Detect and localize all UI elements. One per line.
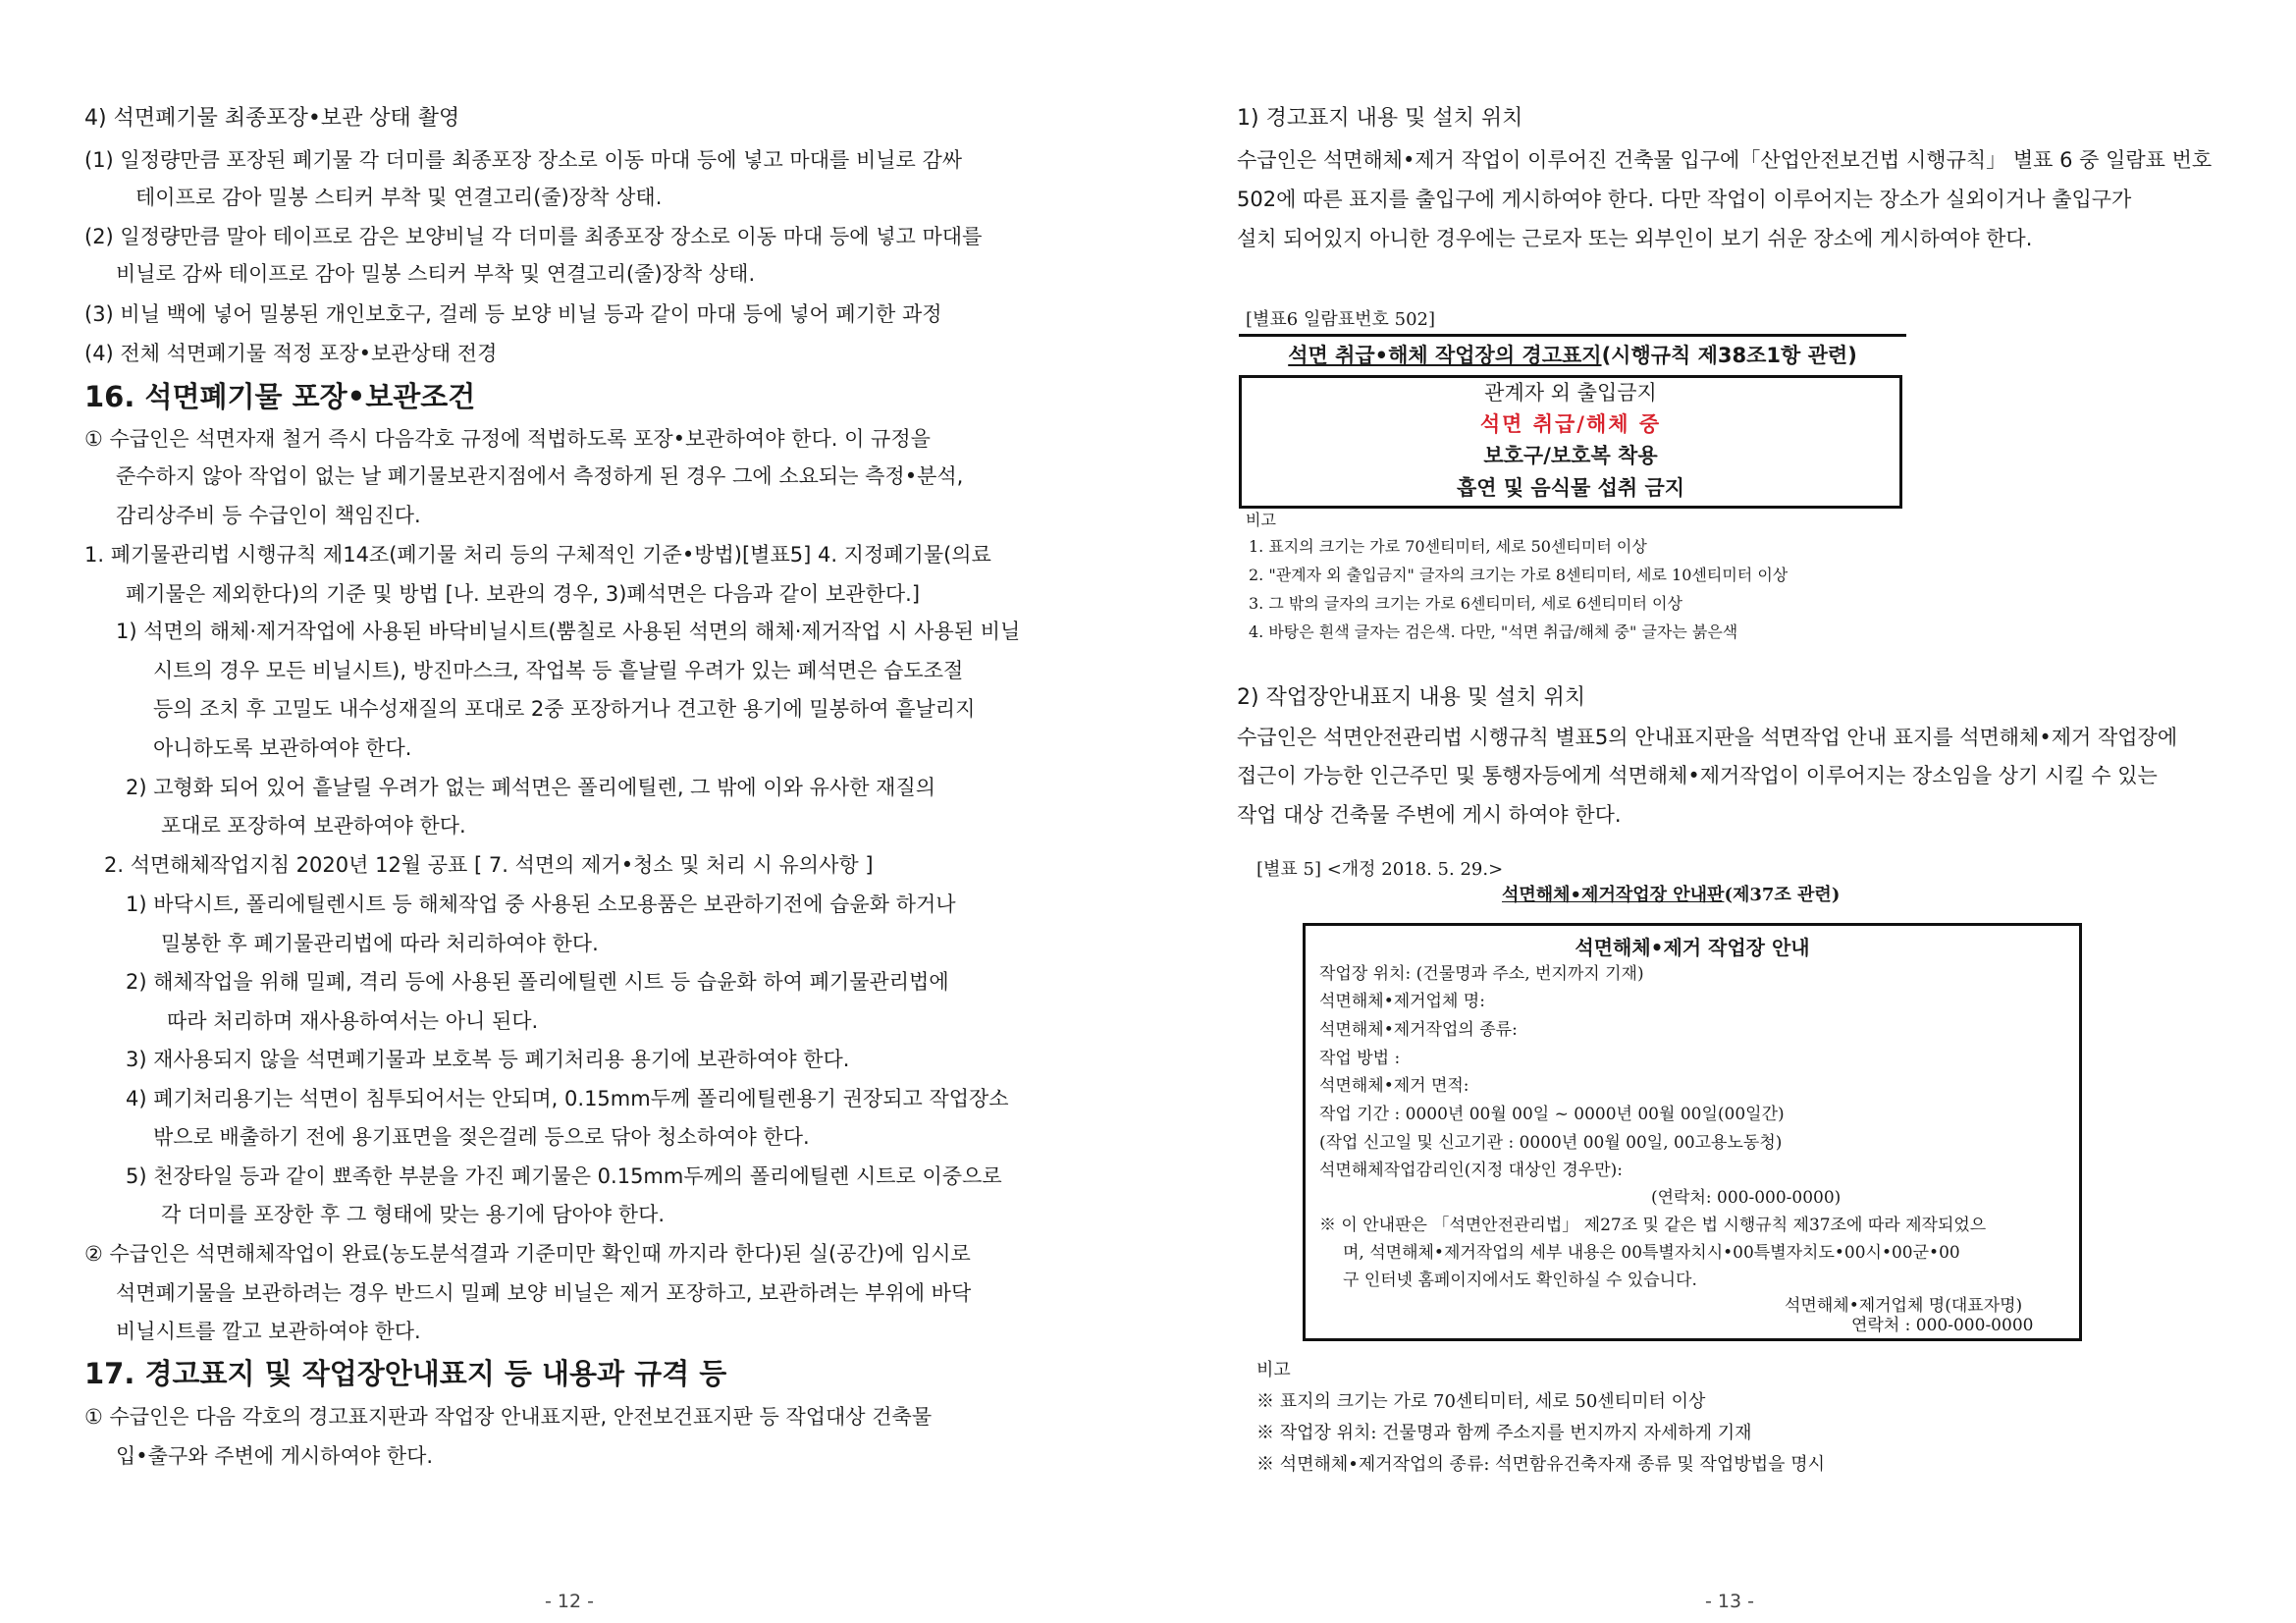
sec16-line: 각 더미를 포장한 후 그 형태에 맞는 용기에 담아야 한다. [161, 1203, 666, 1226]
sign2-note: ※ 표지의 크기는 가로 70센티미터, 세로 50센티미터 이상 [1256, 1391, 1706, 1412]
sign1-ref: [별표6 일람표번호 502] [1246, 309, 1436, 330]
sign2-field: 석면해체•제거작업의 종류: [1319, 1020, 1518, 1040]
sec16-line: 준수하지 않아 작업이 없는 날 폐기물보관지점에서 측정하게 된 경우 그에 소요되는 측정•분석, [116, 464, 964, 488]
warning-sign [1239, 375, 1902, 509]
sign2-field: 작업 기간 : 0000년 00월 00일 ~ 0000년 00월 00일(00일간) [1319, 1105, 1785, 1124]
r2-line: 수급인은 석면안전관리법 시행규칙 별표5의 안내표지판을 석면작업 안내 표지를 석면해체•제거 작업장에 [1237, 726, 2178, 749]
r2-line: 접근이 가능한 인근주민 및 통행자등에게 석면해체•제거작업이 이루어지는 장소임을 상기 시킬 수 있는 [1237, 764, 2158, 787]
sec16-line: 5) 천장타일 등과 같이 뾰족한 부분을 가진 폐기물은 0.15mm두께의 폴리에틸렌 시트로 이중으로 [126, 1164, 1002, 1188]
sec16-line: 2) 해체작업을 위해 밀폐, 격리 등에 사용된 폴리에틸렌 시트 등 습윤화 하여 폐기물관리법에 [126, 970, 949, 994]
sec4-item: 테이프로 감아 밀봉 스티커 부착 및 연결고리(줄)장착 상태. [135, 186, 663, 209]
sec16-line: 2) 고형화 되어 있어 흩날릴 우려가 없는 폐석면은 폴리에틸렌, 그 밖에 이와 유사한 재질의 [126, 776, 936, 799]
sign2-ref: [별표 5] <개정 2018. 5. 29.> [1256, 859, 1504, 880]
r1-line: 수급인은 석면해체•제거 작업이 이루어진 건축물 입구에「산업안전보건법 시행규칙」 별표 6 중 일람표 번호 [1237, 148, 2213, 172]
sec16-line: ② 수급인은 석면해체작업이 완료(농도분석결과 기준미만 확인때 까지라 한다)된 실(공간)에 임시로 [84, 1242, 971, 1266]
sec4-item: (4) 전체 석면폐기물 적정 포장•보관상태 전경 [84, 342, 498, 365]
sign1-line: 흡연 및 음식물 섭취 금지 [1456, 476, 1685, 500]
sign2-notice: 구 인터넷 홈페이지에서도 확인하실 수 있습니다. [1343, 1271, 1697, 1290]
sec16-line: 4) 폐기처리용기는 석면이 침투되어서는 안되며, 0.15mm두께 폴리에틸렌용기 권장되고 작업장소 [126, 1087, 1009, 1110]
r1-line: 502에 따른 표지를 출입구에 게시하여야 한다. 다만 작업이 이루어지는 장소가 실외이거나 출입구가 [1237, 188, 2132, 211]
sec16-line: 석면폐기물을 보관하려는 경우 반드시 밀폐 보양 비닐은 제거 포장하고, 보관하려는 부위에 바닥 [116, 1281, 972, 1305]
sec16-line: 밀봉한 후 폐기물관리법에 따라 처리하여야 한다. [161, 932, 599, 955]
r2-line: 작업 대상 건축물 주변에 게시 하여야 한다. [1237, 803, 1622, 827]
sec17-line: 입•출구와 주변에 게시하여야 한다. [116, 1444, 434, 1468]
sign2-contact: (연락처: 000-000-0000) [1651, 1188, 1842, 1208]
sec16-line: 시트의 경우 모든 비닐시트), 방진마스크, 작업복 등 흩날릴 우려가 있는 폐석면은 습도조절 [153, 659, 964, 682]
sign2-notice: ※ 이 안내판은 「석면안전관리법」 제27조 및 같은 법 시행규칙 제37조에 따라 제작되었으 [1319, 1216, 1987, 1235]
sign1-note-label: 비고 [1246, 511, 1276, 529]
sign2-rep: 석면해체•제거업체 명(대표자명) [1785, 1296, 2023, 1316]
sign1-line: 보호구/보호복 착용 [1483, 444, 1658, 467]
sign2-title: 석면해체•제거 작업장 안내 [1575, 936, 1810, 959]
page-number-right: - 13 - [1705, 1591, 1754, 1612]
sec16-line: 1) 석면의 해체·제거작업에 사용된 바닥비닐시트(뿜칠로 사용된 석면의 해체·제거작업 시 사용된 비닐 [116, 620, 1021, 643]
sign2-caption-main: 석면해체•제거작업장 안내판 [1502, 885, 1725, 905]
sec4-item: (1) 일정량만큼 포장된 폐기물 각 더미를 최종포장 장소로 이동 마대 등에 넣고 마대를 비닐로 감싸 [84, 148, 963, 172]
sec16-line: 감리상주비 등 수급인이 책임진다. [116, 504, 421, 527]
sign1-note: 1. 표지의 크기는 가로 70센티미터, 세로 50센티미터 이상 [1249, 537, 1647, 556]
page-number-left: - 12 - [545, 1591, 594, 1612]
sec16-line: ① 수급인은 석면자재 철거 즉시 다음각호 규정에 적법하도록 포장•보관하여야 한다. 이 규정을 [84, 427, 931, 451]
sign1-line: 관계자 외 출입금지 [1484, 381, 1657, 405]
worksite-info-board [1303, 923, 2082, 1341]
sec16-line: 따라 처리하며 재사용하여서는 아니 된다. [167, 1009, 539, 1033]
section-16-heading: 16. 석면폐기물 포장•보관조건 [84, 380, 476, 413]
sign1-top-rule [1239, 334, 1906, 337]
sign1-note: 2. "관계자 외 출입금지" 글자의 크기는 가로 8센티미터, 세로 10센티미터 이상 [1249, 566, 1789, 584]
sign2-field: 작업장 위치: (건물명과 주소, 번지까지 기재) [1319, 964, 1644, 984]
sign2-caption [1502, 884, 1840, 907]
sign1-note: 3. 그 밖의 글자의 크기는 가로 6센티미터, 세로 6센티미터 이상 [1249, 594, 1682, 613]
sign2-field: (작업 신고일 및 신고기관 : 0000년 00월 00일, 00고용노동청) [1319, 1133, 1783, 1153]
sign1-title [1239, 340, 1906, 369]
sign2-contact2: 연락처 : 000-000-0000 [1851, 1316, 2034, 1335]
sec4-item: (2) 일정량만큼 말아 테이프로 감은 보양비닐 각 더미를 최종포장 장소로 이동 마대 등에 넣고 마대를 [84, 225, 983, 248]
sign1-note: 4. 바탕은 흰색 글자는 검은색. 다만, "석면 취급/해체 중" 글자는 붉은색 [1249, 622, 1738, 641]
sec16-line: 1) 바닥시트, 폴리에틸렌시트 등 해체작업 중 사용된 소모용품은 보관하기전에 습윤화 하거나 [126, 893, 956, 916]
r1-line: 설치 되어있지 아니한 경우에는 근로자 또는 외부인이 보기 쉬운 장소에 게시하여야 한다. [1237, 227, 2033, 250]
sign1-title-main: 석면 취급•해체 작업장의 경고표지 [1288, 344, 1602, 367]
sign2-caption-suffix: (제37조 관련) [1724, 885, 1841, 905]
sec16-line: 밖으로 배출하기 전에 용기표면을 젖은걸레 등으로 닦아 청소하여야 한다. [153, 1125, 810, 1149]
sign1-warning-line: 석면 취급/해체 중 [1479, 412, 1662, 436]
sign2-field: 석면해체•제거업체 명: [1319, 992, 1485, 1011]
sec16-line: 1. 폐기물관리법 시행규칙 제14조(폐기물 처리 등의 구체적인 기준•방법)[별표5] 4. 지정폐기물(의료 [84, 543, 991, 567]
sign2-field: 석면해체•제거 면적: [1319, 1076, 1469, 1096]
section-4-title: 4) 석면폐기물 최종포장•보관 상태 촬영 [84, 106, 460, 131]
section-r1-title: 1) 경고표지 내용 및 설치 위치 [1237, 106, 1523, 131]
sign1-title-suffix: (시행규칙 제38조1항 관련) [1601, 344, 1857, 367]
sign2-notice: 며, 석면해체•제거작업의 세부 내용은 00특별자치시•00특별자치도•00시•00군•00 [1343, 1243, 1960, 1263]
sec4-item: (3) 비닐 백에 넣어 밀봉된 개인보호구, 걸레 등 보양 비닐 등과 같이 마대 등에 넣어 폐기한 과정 [84, 302, 942, 326]
sec16-line: 포대로 포장하여 보관하여야 한다. [161, 814, 466, 838]
sign2-note-label: 비고 [1256, 1360, 1291, 1380]
sec16-line: 아니하도록 보관하여야 한다. [153, 736, 412, 760]
sign2-note: ※ 석면해체•제거작업의 종류: 석면함유건축자재 종류 및 작업방법을 명시 [1256, 1454, 1825, 1475]
sign2-note: ※ 작업장 위치: 건물명과 함께 주소지를 번지까지 자세하게 기재 [1256, 1423, 1752, 1443]
sign2-field: 석면해체작업감리인(지정 대상인 경우만): [1319, 1161, 1623, 1180]
sec16-line: 등의 조치 후 고밀도 내수성재질의 포대로 2중 포장하거나 견고한 용기에 밀봉하여 흩날리지 [153, 697, 976, 721]
section-17-heading: 17. 경고표지 및 작업장안내표지 등 내용과 규격 등 [84, 1357, 727, 1390]
sec4-item: 비닐로 감싸 테이프로 감아 밀봉 스티커 부착 및 연결고리(줄)장착 상태. [116, 262, 756, 286]
sec16-line: 3) 재사용되지 않을 석면폐기물과 보호복 등 폐기처리용 용기에 보관하여야 한다. [126, 1048, 850, 1071]
sec16-line: 비닐시트를 깔고 보관하여야 한다. [116, 1320, 421, 1343]
sec16-line: 폐기물은 제외한다)의 기준 및 방법 [나. 보관의 경우, 3)폐석면은 다음과 같이 보관한다.] [126, 582, 921, 606]
sec16-line: 2. 석면해체작업지침 2020년 12월 공표 [ 7. 석면의 제거•청소 및 처리 시 유의사항 ] [104, 853, 874, 877]
section-r2-title: 2) 작업장안내표지 내용 및 설치 위치 [1237, 685, 1586, 710]
sec17-line: ① 수급인은 다음 각호의 경고표지판과 작업장 안내표지판, 안전보건표지판 등 작업대상 건축물 [84, 1405, 933, 1429]
sign2-field: 작업 방법 : [1319, 1049, 1401, 1068]
